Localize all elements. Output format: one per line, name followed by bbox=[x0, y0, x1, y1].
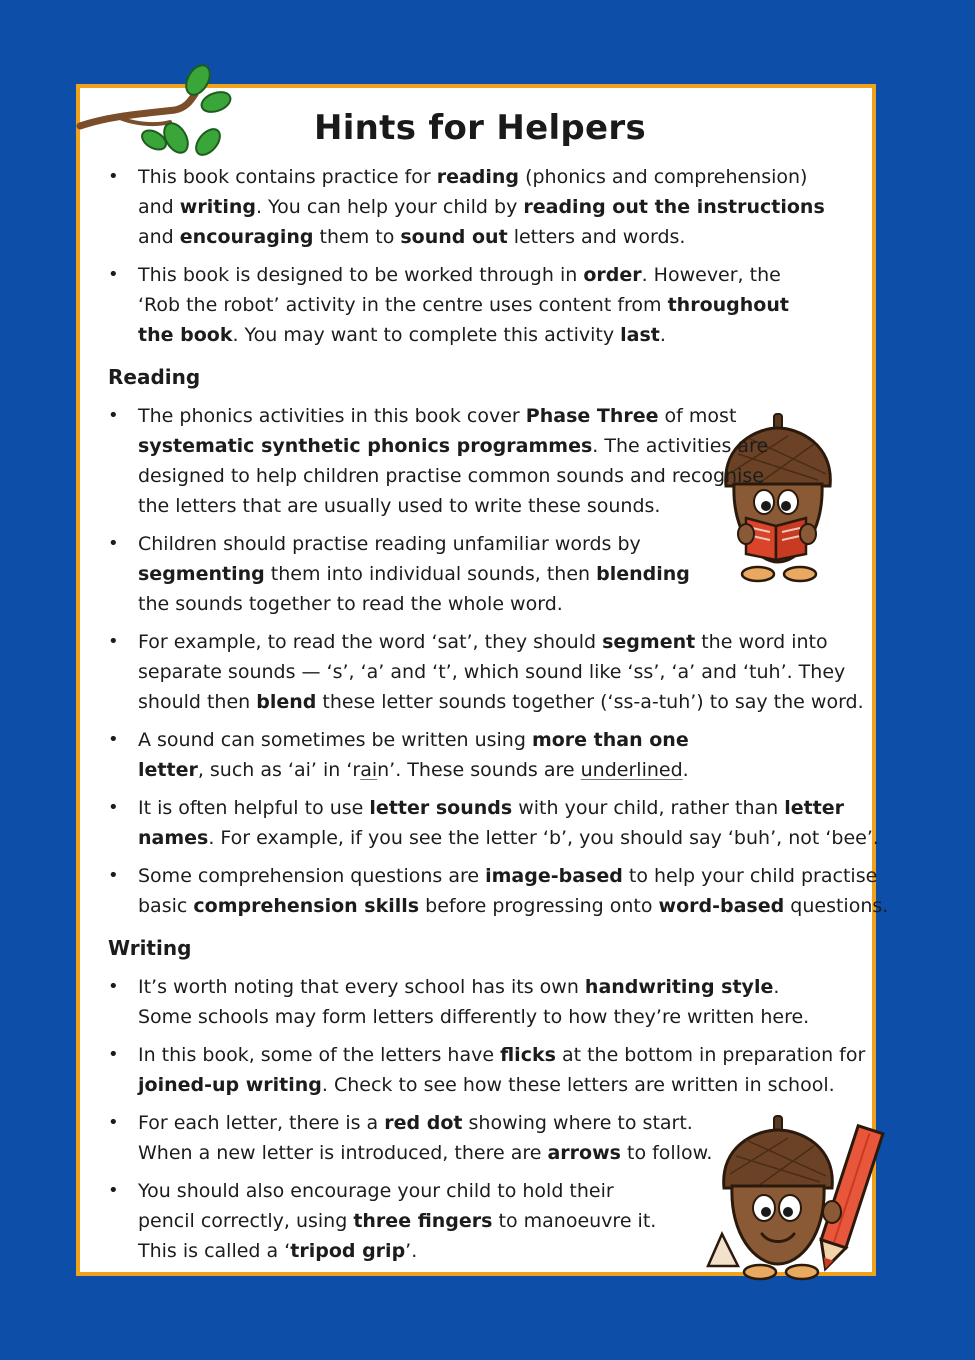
section-heading-writing: Writing bbox=[108, 936, 192, 960]
text-line: It is often helpful to use letter sounds with your child, rather than letter bbox=[138, 797, 845, 819]
bullet: • bbox=[108, 729, 119, 750]
text-line: Some schools may form letters differently to how they’re written here. bbox=[138, 1006, 810, 1028]
bullet: • bbox=[108, 264, 119, 285]
bullet: • bbox=[108, 631, 119, 652]
text-line: pencil correctly, using three fingers to manoeuvre it. bbox=[138, 1210, 657, 1232]
bullet: • bbox=[108, 865, 119, 886]
text-line: This is called a ‘tripod grip’. bbox=[138, 1240, 418, 1262]
text-line: This book contains practice for reading (phonics and comprehension) bbox=[138, 166, 808, 188]
acorn-holding-pencil-icon bbox=[708, 1116, 880, 1280]
bullet: • bbox=[108, 533, 119, 554]
section-heading-reading: Reading bbox=[108, 365, 201, 389]
text-line: basic comprehension skills before progressing onto word-based questions. bbox=[138, 895, 889, 917]
bullet: • bbox=[108, 1180, 119, 1201]
text-line: For example, to read the word ‘sat’, they should segment the word into bbox=[138, 631, 828, 653]
bullet: • bbox=[108, 405, 119, 426]
text-line: systematic synthetic phonics programmes. The activities are bbox=[138, 435, 769, 457]
text-line: In this book, some of the letters have flicks at the bottom in preparation for bbox=[138, 1044, 866, 1066]
text-line: the book. You may want to complete this activity last. bbox=[138, 324, 666, 346]
bullet: • bbox=[108, 1044, 119, 1065]
text-line: This book is designed to be worked through in order. However, the bbox=[138, 264, 781, 286]
text-line: the sounds together to read the whole word. bbox=[138, 593, 563, 615]
bullet: • bbox=[108, 797, 119, 818]
text-line: joined-up writing. Check to see how these letters are written in school. bbox=[138, 1074, 835, 1096]
text-line: Some comprehension questions are image-based to help your child practise bbox=[138, 865, 878, 887]
bullet: • bbox=[108, 1112, 119, 1133]
page-title: Hints for Helpers bbox=[313, 108, 647, 148]
hints-card bbox=[76, 84, 889, 1276]
bullet: • bbox=[108, 166, 119, 187]
text-line: For each letter, there is a red dot showing where to start. bbox=[138, 1112, 693, 1134]
text-line: Children should practise reading unfamiliar words by bbox=[138, 533, 641, 555]
text-line: ‘Rob the robot’ activity in the centre uses content from throughout bbox=[138, 294, 789, 316]
text-line: names. For example, if you see the letter ‘b’, you should say ‘buh’, not ‘bee’. bbox=[138, 827, 879, 849]
text-line: the letters that are usually used to write these sounds. bbox=[138, 495, 661, 517]
text-line: designed to help children practise common sounds and recognise bbox=[138, 465, 764, 487]
text-line: and writing. You can help your child by reading out the instructions bbox=[138, 196, 825, 218]
text-line: separate sounds — ‘s’, ‘a’ and ‘t’, which sound like ‘ss’, ‘a’ and ‘tuh’. They bbox=[138, 661, 846, 683]
text-line: It’s worth noting that every school has its own handwriting style. bbox=[138, 976, 780, 998]
text-line: and encouraging them to sound out letters and words. bbox=[138, 226, 686, 248]
text-line: The phonics activities in this book cover Phase Three of most bbox=[138, 405, 737, 427]
text-line: letter, such as ‘ai’ in ‘rain’. These sounds are underlined. bbox=[138, 759, 689, 781]
bullet: • bbox=[108, 976, 119, 997]
text-line: You should also encourage your child to hold their bbox=[138, 1180, 614, 1202]
text-line: segmenting them into individual sounds, then blending bbox=[138, 563, 690, 585]
text-line: should then blend these letter sounds together (‘ss-a-tuh’) to say the word. bbox=[138, 691, 864, 713]
text-line: When a new letter is introduced, there are arrows to follow. bbox=[138, 1142, 713, 1164]
text-line: A sound can sometimes be written using more than one bbox=[138, 729, 689, 751]
